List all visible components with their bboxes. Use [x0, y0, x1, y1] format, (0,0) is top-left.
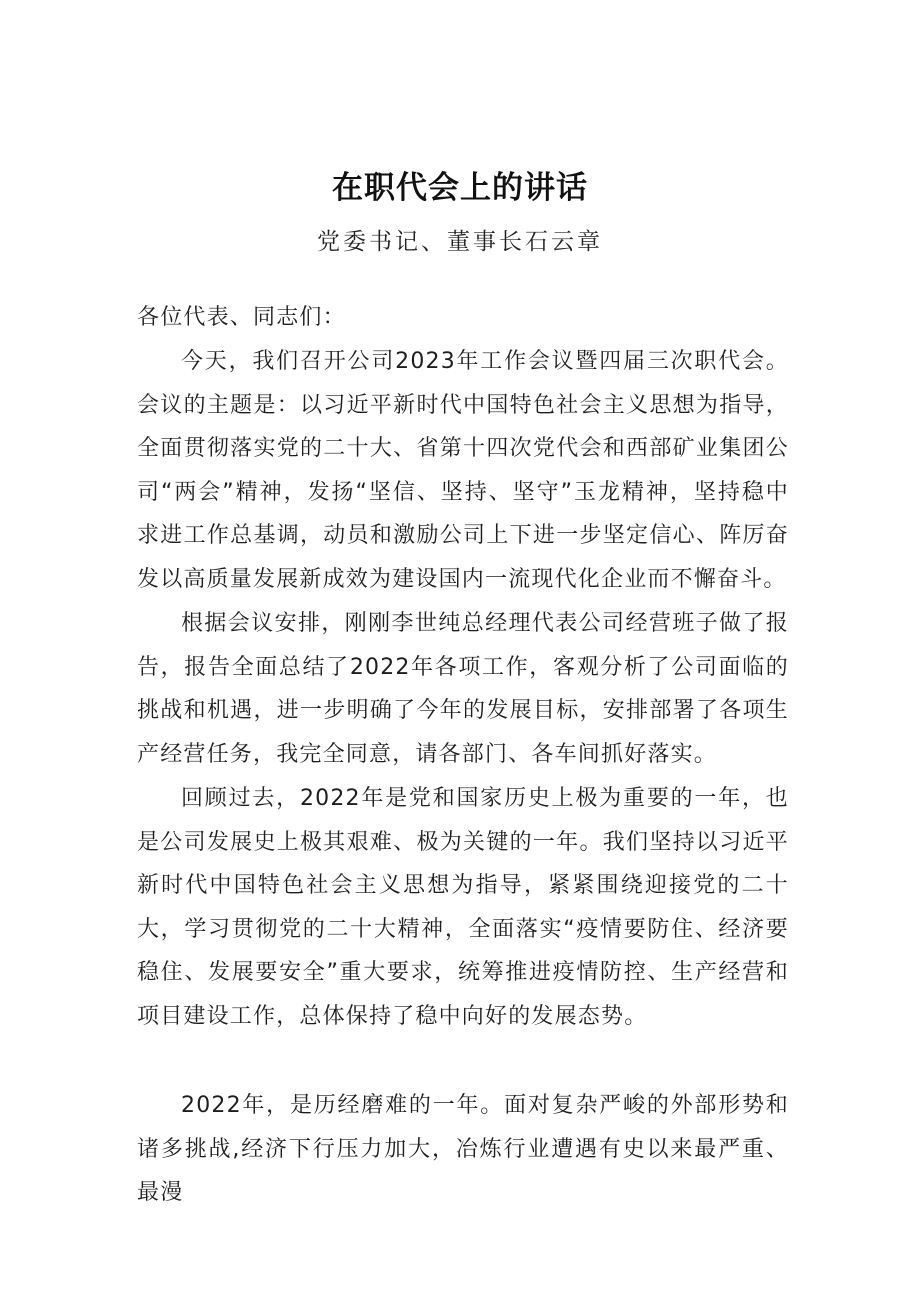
document-byline: 党委书记、董事长石云章	[317, 229, 603, 255]
document-title: 在职代会上的讲话	[332, 170, 588, 206]
paragraph: 2022年，是历经磨难的一年。面对复杂严峻的外部形势和诸多挑战,经济下行压力加大，冶炼行业遭遇有史以来最严重、最漫	[137, 1093, 789, 1206]
paragraph: 回顾过去，2022年是党和国家历史上极为重要的一年，也是公司发展史上极其艰难、极为关键的一年。我们坚持以习近平新时代中国特色社会主义思想为指导，紧紧围绕迎接党的二十大，学习贯彻党的二十大精神，全面落实“疫情要防住、经济要稳住、发展要安全”重大要求，统筹推进疫情防控、生产经营和项目建设工作，总体保持了稳中向好的发展态势。	[137, 786, 789, 1029]
paragraph: 今天，我们召开公司2023年工作会议暨四届三次职代会。会议的主题是：以习近平新时代中国特色社会主义思想为指导，全面贯彻落实党的二十大、省第十四次党代会和西部矿业集团公司“两会”精神，发扬“坚信、坚持、坚守”玉龙精神，坚持稳中求进工作总基调，动员和激励公司上下进一步坚定信心、阵厉奋发以高质量发展新成效为建设国内一流现代化企业而不懈奋斗。	[137, 349, 789, 592]
greeting: 各位代表、同志们：	[137, 305, 346, 330]
paragraph: 根据会议安排，刚刚李世纯总经理代表公司经营班子做了报告，报告全面总结了2022年各项工作，客观分析了公司面临的挑战和机遇，进一步明确了今年的发展目标，安排部署了各项生产经营任务，我完全同意，请各部门、各车间抓好落实。	[137, 611, 789, 767]
